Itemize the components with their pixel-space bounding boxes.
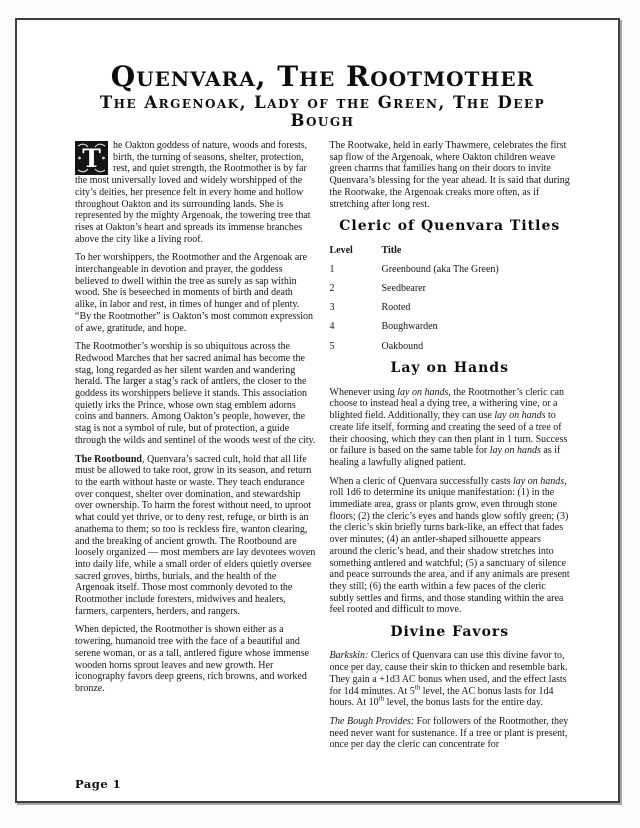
section-heading-cleric-titles: Cleric of Quenvara Titles xyxy=(339,218,561,235)
table-cell-title: Boughwarden xyxy=(381,321,438,333)
table-cell-title: Greenbound (aka The Green) xyxy=(381,263,499,275)
rootbound-text: , Quenvara’s sacred cult, hold that all life must be allowed to take root, grow in its season, and return to the earth without haste or waste. They teach endurance over conquest, shelter over domination, and stewardship over ownership. To harm the forest without need, to uproot what could yet thrive, or to deny rest, refuge, or birth is an anathema to them; so too is reckless fire, wanton clearing, and the breaking of ancient growth. The Rootbound are loosely organized — most members are lay devotees woven into daily life, while a small order of elders quietly oversee sacred groves, births, burials, and the health of the Argenoak itself. Those most commonly devoted to the Rootmother include foresters, midwives and healers, farmers, carpenters, herders, and rangers. xyxy=(75,453,316,617)
table-cell-level: 2 xyxy=(329,283,335,295)
dropcap-letter: T xyxy=(82,144,101,174)
paragraph-rootwake: The Rootwake, held in early Thawmere, celebrates the first sap flow of the Argenoak, where Oakton children weave green charms that families hang on their doors to invite Quenvara’s blessing for the year ahead. It is said that during the Rootwake, the Argenoak creaks more often, as if stretching after long rest. xyxy=(329,140,570,210)
table-row xyxy=(330,321,571,333)
paragraph-worshippers: To her worshippers, the Rootmother and the Argenoak are interchangeable in devotion and prayer, the goddess believed to dwell within the tree as surely as sap within wood. She is beseeched in moments of birth and death alike, in labor and rest, in times of hunger and of plenty. “By the Rootmother” is Oakton’s most common expression of awe, gratitude, and hope. xyxy=(75,252,314,334)
table-header-title: Title xyxy=(381,244,402,256)
paragraph-bough-provides: The Bough Provides: For followers of the Rootmother, they need never want for sustenance. If a tree or plant is present, once per day the cleric can concentrate for xyxy=(329,716,569,751)
table-cell-title: Seedbearer xyxy=(381,283,426,295)
table-cell-level: 3 xyxy=(329,302,335,314)
ornate-dropcap-icon xyxy=(75,141,108,175)
two-column-body xyxy=(75,140,570,758)
paragraph-lay-on-hands-1: Whenever using lay on hands, the Rootmother’s cleric can choose to instead heal a dying tree, a withering vine, or a blighted field. Additionally, they can use lay on hands to create life itself, forming and creating the seed of a tree of their choosing, which they can then plant in 1 turn. Success or failure is based on the same table for lay on hands as if healing a lawfully aligned patient. xyxy=(329,386,568,468)
cleric-titles-table xyxy=(330,245,571,353)
section-heading-divine-favors: Divine Favors xyxy=(390,624,510,641)
section-heading-lay-on-hands: Lay on Hands xyxy=(390,360,509,377)
table-row xyxy=(330,341,571,353)
paragraph-depiction: When depicted, the Rootmother is shown either as a towering, humanoid tree with the face of a beautiful and serene woman, or as a tall, antlered figure whose immense wooden horns sprout leaves and new growth. Her iconography favors deep greens, rich browns, and worked bronze. xyxy=(75,624,310,694)
table-cell-level: 4 xyxy=(329,321,335,333)
page-title: Quenvara, The Rootmother xyxy=(110,60,535,93)
paragraph-rootbound xyxy=(75,454,316,618)
page-frame xyxy=(15,18,620,803)
table-cell-level: 1 xyxy=(329,263,335,275)
table-cell-title: Oakbound xyxy=(381,340,424,352)
right-column xyxy=(330,140,571,758)
page-number: Page 1 xyxy=(75,777,122,791)
table-header-level: Level xyxy=(329,244,353,256)
left-column xyxy=(75,140,316,758)
table-row xyxy=(330,283,571,295)
table-header-row xyxy=(330,245,571,257)
page-content xyxy=(17,20,618,801)
table-cell-title: Rooted xyxy=(381,302,411,314)
table-row xyxy=(330,264,571,276)
paragraph-intro-text: he Oakton goddess of nature, woods and forests, birth, the turning of seasons, shelter, protection, rest, and quiet strength, the Rootmother is by far the most universally loved and widely worshipped of the city’s deities, her presence felt in every home and hollow throughout Oakton and its surrounding lands. She is represented by the mighty Argenoak, the towering tree that rises at Oakton’s heart and spreads its immense branches above the city like a living roof. xyxy=(75,140,311,245)
paragraph-intro xyxy=(75,140,316,245)
rootbound-lead: The Rootbound xyxy=(75,453,142,465)
table-cell-level: 5 xyxy=(329,340,335,352)
page-subtitle: The Argenoak, Lady of the Green, The Deep Bough xyxy=(99,93,546,130)
paragraph-barkskin: Barkskin: Clerics of Quenvara can use this divine favor to, once per day, cause their skin to thicken and resemble bark. They gain a +1d3 AC bonus when used, and the effect lasts for 1d4 minutes. At 5th level, the AC bonus lasts for 1d4 hours. At 10th level, the bonus lasts for the entire day. xyxy=(329,650,568,709)
paragraph-stag: The Rootmother’s worship is so ubiquitous across the Redwood Marches that her sacred animal has become the stag, long regarded as her silent warden and wandering herald. The larger a stag’s rack of antlers, the closer to the goddess its worshippers believe it stands. This association quietly irks the Prince, whose own stag emblem adorns coins and banners. Among Oakton’s people, however, the stag is not a symbol of rule, but of protection, a guide through the wilds and sentinel of the woods west of the city. xyxy=(75,341,316,446)
table-row xyxy=(330,302,571,314)
paragraph-lay-on-hands-2: When a cleric of Quenvara successfully casts lay on hands, roll 1d6 to determine its unique manifestation: (1) in the immediate area, grass or plants grow, even through stone floors; (2) the cleric’s eyes and hands glow softly green; (3) the cleric’s skin briefly turns bark-like, an effect that fades over minutes; (4) an antler-shaped silhouette appears around the cleric’s head, and their shadow stretches into something antlered and watchful; (5) a sanctuary of silence and peace surrounds the area, and if any animals are present they still; (6) the earth within a few paces of the cleric subtly settles and firms, and those standing within the area feel rooted and difficult to move. xyxy=(329,475,570,616)
